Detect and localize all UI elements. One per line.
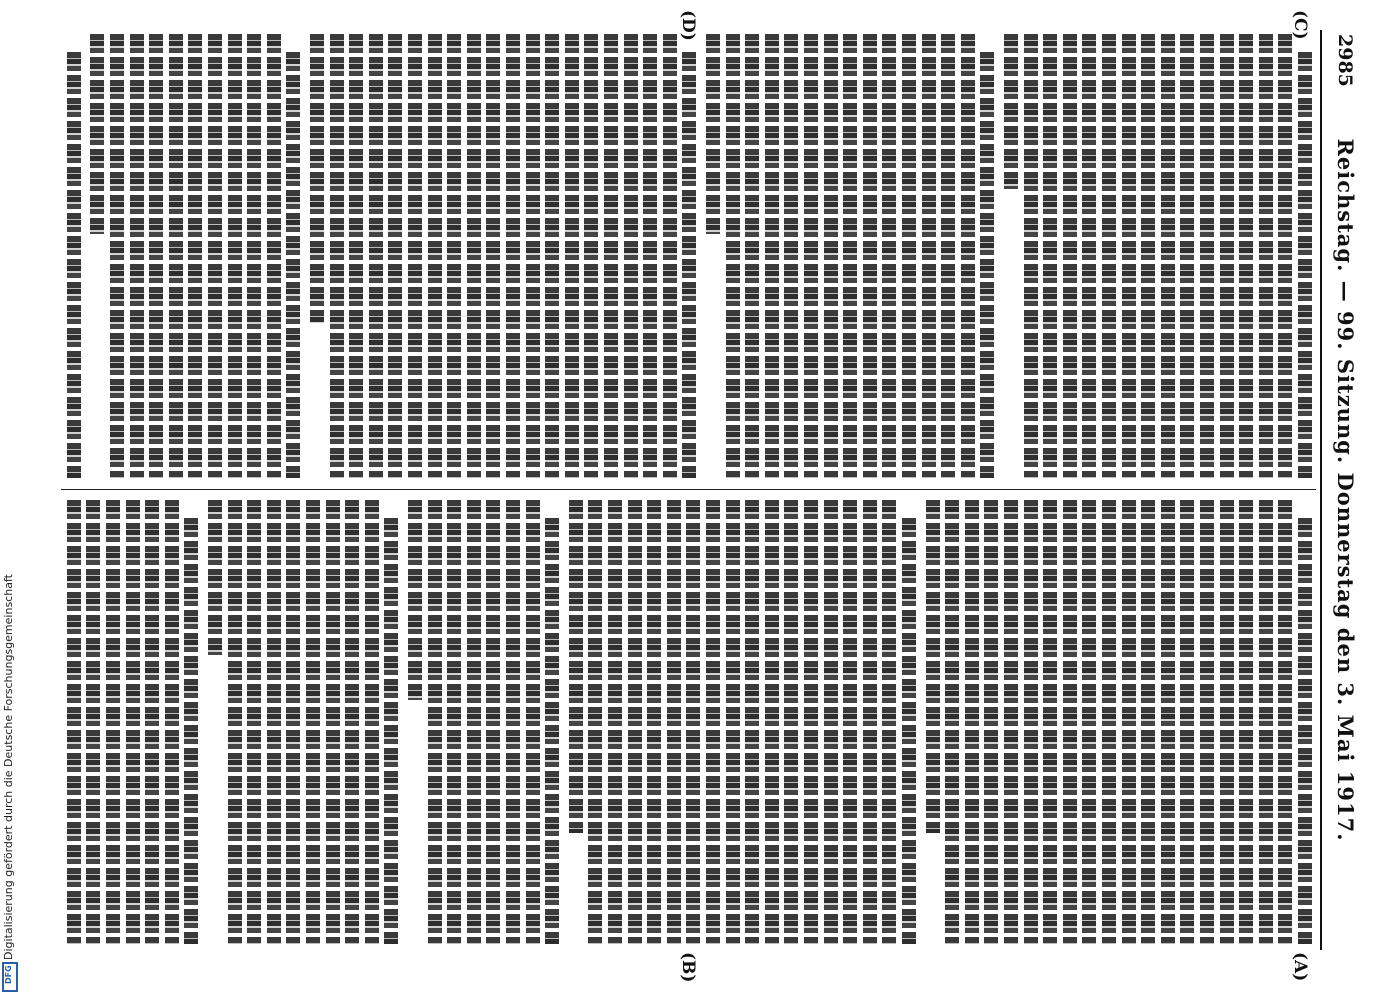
print-line <box>1180 500 1194 944</box>
print-line <box>604 34 618 478</box>
print-line <box>526 500 540 944</box>
margin-marker-a: (A) <box>1290 952 1310 982</box>
print-line <box>326 500 340 944</box>
print-line <box>765 500 779 944</box>
print-line <box>706 34 720 234</box>
print-line <box>145 500 159 944</box>
print-line <box>608 500 622 944</box>
print-line <box>824 500 838 944</box>
print-line <box>824 34 838 478</box>
print-line <box>902 34 916 478</box>
print-line <box>726 500 740 944</box>
print-line <box>628 500 642 944</box>
print-line <box>1043 34 1057 478</box>
page-number: 2985 <box>1334 34 1356 87</box>
print-line <box>941 34 955 478</box>
print-line <box>149 34 163 478</box>
print-line <box>408 500 422 700</box>
print-line <box>1063 34 1077 478</box>
print-line <box>1141 500 1155 944</box>
print-line <box>1161 500 1175 944</box>
print-line <box>310 34 324 323</box>
print-line <box>365 500 379 944</box>
digitization-credit: Digitalisierung gefördert durch die Deutsche Forschungsgemeinschaft <box>2 574 15 960</box>
print-line <box>184 518 198 944</box>
print-line <box>1298 518 1312 944</box>
print-line <box>1259 500 1273 944</box>
print-line <box>545 518 559 944</box>
print-line <box>1102 500 1116 944</box>
header-rule <box>1320 30 1322 950</box>
print-line <box>388 34 402 478</box>
text-column-left <box>62 34 1312 478</box>
print-line <box>1298 52 1312 478</box>
print-line <box>267 500 281 944</box>
print-line <box>67 500 81 944</box>
print-line <box>169 34 183 478</box>
print-line <box>1239 34 1253 478</box>
print-line <box>545 34 559 478</box>
print-line <box>384 518 398 944</box>
print-line <box>784 500 798 944</box>
print-line <box>1024 34 1038 478</box>
print-line <box>784 34 798 478</box>
dfg-logo <box>2 962 18 992</box>
print-line <box>110 34 124 478</box>
print-line <box>467 500 481 944</box>
print-line <box>188 34 202 478</box>
print-line <box>726 34 740 478</box>
print-line <box>882 34 896 478</box>
print-line <box>945 500 959 944</box>
print-line <box>228 34 242 478</box>
print-line <box>1259 34 1273 478</box>
print-line <box>486 500 500 944</box>
print-line <box>624 34 638 478</box>
print-line <box>330 34 344 478</box>
print-line <box>106 500 120 944</box>
rotated-page-content <box>48 10 1358 983</box>
print-line <box>1161 34 1175 478</box>
print-line <box>1122 500 1136 944</box>
print-line <box>1278 34 1292 478</box>
print-line <box>1200 34 1214 478</box>
print-line <box>961 34 975 478</box>
print-line <box>843 500 857 944</box>
print-line <box>1024 500 1038 944</box>
print-line <box>208 34 222 478</box>
print-line <box>1239 500 1253 944</box>
print-line <box>1004 500 1018 944</box>
print-line <box>428 500 442 944</box>
print-line <box>588 500 602 944</box>
print-line <box>247 34 261 478</box>
dfg-logo-text: DFG <box>4 965 13 984</box>
print-line <box>1043 500 1057 944</box>
print-line <box>428 34 442 478</box>
print-line <box>349 34 363 478</box>
print-line <box>643 34 657 478</box>
running-header <box>1324 30 1358 950</box>
print-line <box>663 34 677 478</box>
print-line <box>804 500 818 944</box>
print-line <box>1220 34 1234 478</box>
print-line <box>745 34 759 478</box>
print-line <box>126 500 140 944</box>
page-title: Reichstag. — 99. Sitzung. Donnerstag den 3. Mai 1917. <box>1333 138 1358 842</box>
print-line <box>67 52 81 478</box>
print-line <box>1082 34 1096 478</box>
print-line <box>447 500 461 944</box>
print-line <box>306 500 320 944</box>
margin-marker-d: (D) <box>678 10 698 41</box>
print-line <box>902 518 916 944</box>
print-line <box>247 500 261 944</box>
print-line <box>1004 34 1018 189</box>
print-line <box>1141 34 1155 478</box>
print-line <box>267 34 281 478</box>
text-column-right <box>62 500 1312 944</box>
print-line <box>1102 34 1116 478</box>
column-divider <box>61 489 1316 490</box>
print-line <box>765 34 779 478</box>
print-line <box>843 34 857 478</box>
print-line <box>486 34 500 478</box>
print-line <box>90 34 104 234</box>
print-line <box>584 34 598 478</box>
print-line <box>882 500 896 944</box>
print-line <box>569 500 583 833</box>
print-line <box>467 34 481 478</box>
print-line <box>863 500 877 944</box>
print-line <box>682 52 696 478</box>
print-line <box>980 52 994 478</box>
margin-marker-c: (C) <box>1290 10 1310 40</box>
print-line <box>345 500 359 944</box>
print-line <box>863 34 877 478</box>
print-line <box>1082 500 1096 944</box>
print-line <box>86 500 100 944</box>
print-line <box>1180 34 1194 478</box>
print-line <box>208 500 222 655</box>
print-line <box>745 500 759 944</box>
print-line <box>965 500 979 944</box>
print-line <box>286 52 300 478</box>
print-line <box>706 500 720 944</box>
print-line <box>926 500 940 833</box>
print-line <box>922 34 936 478</box>
print-line <box>506 34 520 478</box>
print-line <box>447 34 461 478</box>
print-line <box>130 34 144 478</box>
print-line <box>408 34 422 478</box>
print-line <box>667 500 681 944</box>
print-line <box>984 500 998 944</box>
print-line <box>506 500 520 944</box>
print-line <box>228 500 242 944</box>
print-line <box>1122 34 1136 478</box>
print-line <box>565 34 579 478</box>
print-line <box>286 500 300 944</box>
margin-marker-b: (B) <box>678 952 698 983</box>
print-line <box>1220 500 1234 944</box>
print-line <box>526 34 540 478</box>
print-line <box>686 500 700 944</box>
print-line <box>647 500 661 944</box>
print-line <box>1200 500 1214 944</box>
print-line <box>1278 500 1292 944</box>
print-line <box>1063 500 1077 944</box>
print-line <box>369 34 383 478</box>
print-line <box>804 34 818 478</box>
print-line <box>165 500 179 944</box>
